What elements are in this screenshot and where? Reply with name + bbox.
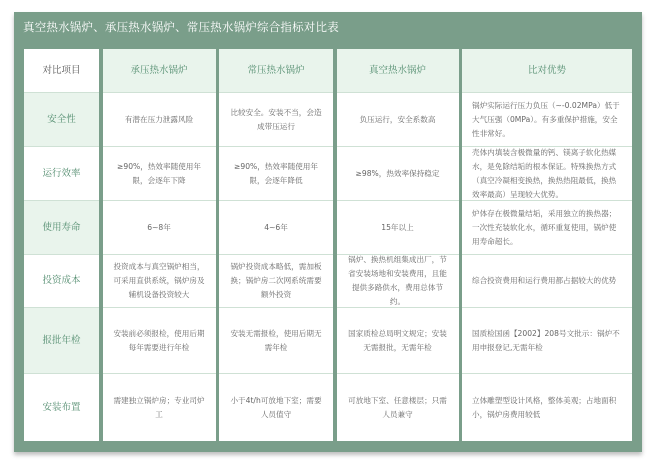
atmospheric-boiler-cell: 4~6年	[219, 201, 333, 255]
comparison-table-frame	[14, 12, 642, 452]
header-pressure-boiler: 承压热水锅炉	[103, 49, 216, 93]
advantage-cell: 壳体内填装含极微量的钙、镁离子软化热媒水，是免除结垢的根本保证。特殊换热方式（真空冷凝相变换热，换热热阻最低，换热效率最高）呈现较大优势。	[462, 147, 632, 201]
vacuum-boiler-cell: 锅炉、换热机组集成出厂，节省安装场地和安装费用，且能提供多路供水，费用总体节约。	[337, 255, 459, 308]
row-item: 运行效率	[24, 147, 99, 201]
atmospheric-boiler-cell: 小于4t/h可放地下室；需要人员值守	[219, 374, 333, 441]
atmospheric-boiler-cell: ≥90%，热效率随使用年限，会逐年降低	[219, 147, 333, 201]
pressure-boiler-cell: ≥90%，热效率随使用年限，会逐年下降	[103, 147, 216, 201]
advantage-cell: 综合投资费用和运行费用都占据较大的优势	[462, 255, 632, 308]
pressure-boiler-cell: 投资成本与真空锅炉相当，可采用直供系统，锅炉房及辅机设备投资较大	[103, 255, 216, 308]
advantage-cell: 立体雕塑型设计风格，整体美观；占地面积小，锅炉房费用较低	[462, 374, 632, 441]
row-item: 安全性	[24, 93, 99, 147]
atmospheric-boiler-cell: 锅炉投资成本略低，需加板换；锅炉房二次网系统需要额外投资	[219, 255, 333, 308]
table-title: 真空热水锅炉、承压热水锅炉、常压热水锅炉综合指标对比表	[23, 20, 339, 34]
atmospheric-boiler-cell: 安装无需报检，使用后期无需年检	[219, 308, 333, 374]
header-atmospheric-boiler: 常压热水锅炉	[219, 49, 333, 93]
advantage-cell: 炉体存在极微量结垢，采用独立的换热器；一次性充装软化水，循环重复使用，锅炉使用寿命超长。	[462, 201, 632, 255]
vacuum-boiler-cell: 国家质检总局明文规定；安装无需报批，无需年检	[337, 308, 459, 374]
row-item: 使用寿命	[24, 201, 99, 255]
header-advantage: 比对优势	[462, 49, 632, 93]
row-item: 投资成本	[24, 255, 99, 308]
header-item: 对比项目	[24, 49, 99, 93]
vacuum-boiler-cell: 负压运行，安全系数高	[337, 93, 459, 147]
pressure-boiler-cell: 6~8年	[103, 201, 216, 255]
comparison-table	[24, 49, 632, 441]
advantage-cell: 锅炉实际运行压力负压（~-0.02MPa）低于大气压强（0MPa）。有多重保护措施，安全性非常好。	[462, 93, 632, 147]
pressure-boiler-cell: 需建独立锅炉房；专业司炉工	[103, 374, 216, 441]
vacuum-boiler-cell: ≥98%，热效率保持稳定	[337, 147, 459, 201]
vacuum-boiler-cell: 可放地下室、任意楼层；只需人员兼守	[337, 374, 459, 441]
header-vacuum-boiler: 真空热水锅炉	[337, 49, 459, 93]
advantage-cell: 国质检国函【2002】208号文批示：锅炉不用申报登记,无需年检	[462, 308, 632, 374]
row-item: 报批年检	[24, 308, 99, 374]
atmospheric-boiler-cell: 比较安全。安装不当，会造成带压运行	[219, 93, 333, 147]
pressure-boiler-cell: 安装前必须报检，使用后期每年需要进行年检	[103, 308, 216, 374]
row-item: 安装布置	[24, 374, 99, 441]
vacuum-boiler-cell: 15年以上	[337, 201, 459, 255]
pressure-boiler-cell: 有潜在压力泄露风险	[103, 93, 216, 147]
